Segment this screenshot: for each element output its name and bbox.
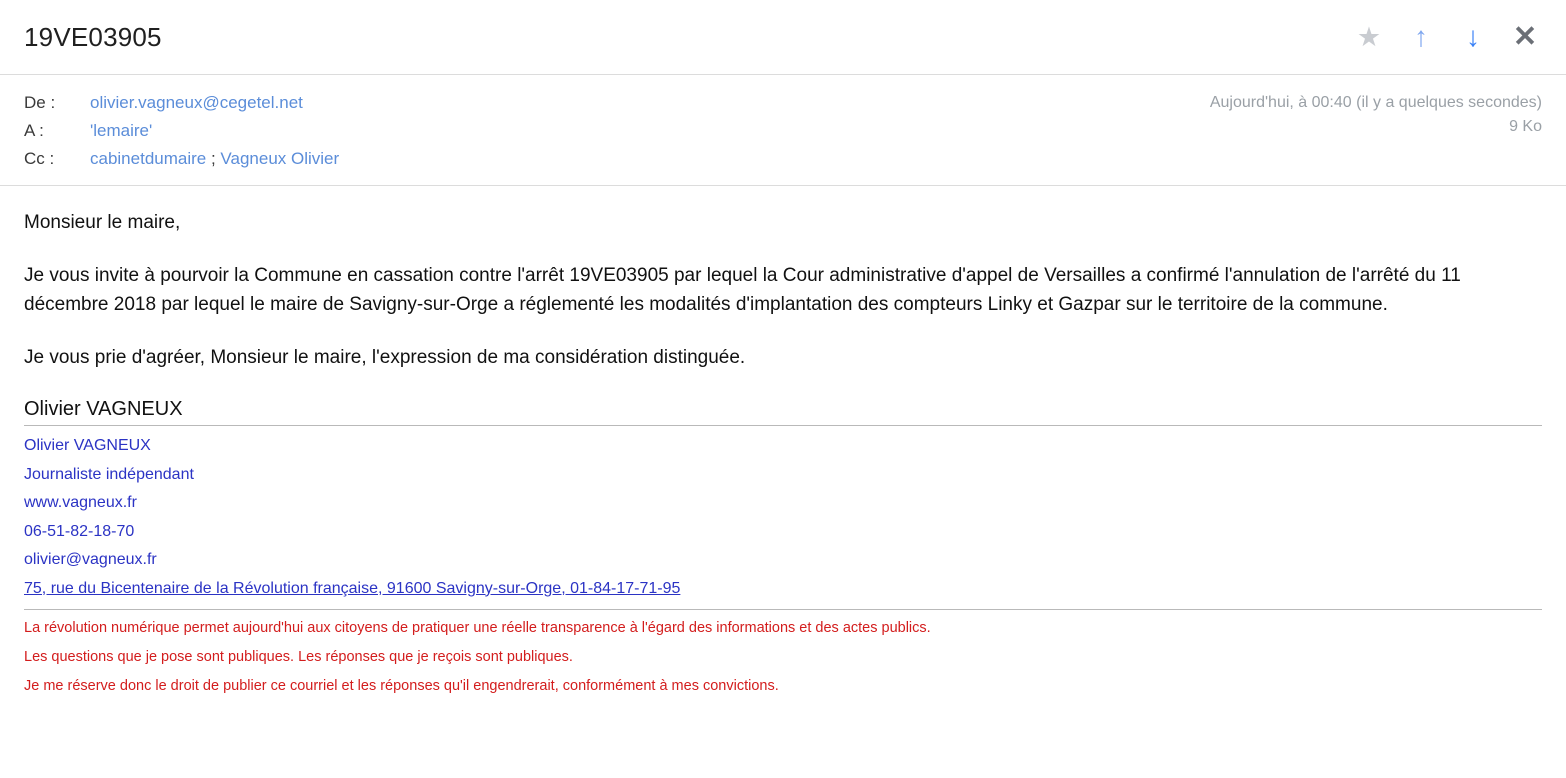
signature-line-name: Olivier VAGNEUX xyxy=(24,437,151,454)
cc-recipient-link-2[interactable]: Vagneux Olivier xyxy=(220,149,340,168)
close-glyph: ✕ xyxy=(1512,20,1538,53)
signature-line-role: Journaliste indépendant xyxy=(24,465,194,483)
header-actions xyxy=(1352,20,1542,54)
cc-recipient-link-1[interactable]: cabinetdumaire xyxy=(90,149,207,168)
star-glyph: ★ xyxy=(1356,21,1382,52)
body-paragraph-2: Je vous prie d'agréer, Monsieur le maire, l'expression de ma considération distinguée. xyxy=(24,347,746,368)
previous-message-arrow-up-icon[interactable] xyxy=(1404,20,1438,54)
from-label: De : xyxy=(24,93,56,112)
body-greeting: Monsieur le maire, xyxy=(24,212,181,233)
to-recipient-link[interactable]: 'lemaire' xyxy=(90,121,153,140)
arrow-down-glyph: ↓ xyxy=(1466,21,1480,52)
signature-line-website[interactable]: www.vagneux.fr xyxy=(24,494,137,511)
from-value xyxy=(90,89,303,117)
disclaimer-line-3: Je me réserve donc le droit de publier ce courriel et les réponses qu'il engendrerait, conformément à mes convictions. xyxy=(24,678,779,694)
message-date: Aujourd'hui, à 00:40 (il y a quelques secondes) xyxy=(1209,94,1542,111)
sign-off-name: Olivier VAGNEUX xyxy=(24,398,183,420)
cc-value xyxy=(90,145,339,173)
cc-separator: ; xyxy=(206,149,221,168)
close-icon[interactable] xyxy=(1508,20,1542,54)
body-paragraph-1: Je vous invite à pourvoir la Commune en cassation contre l'arrêt 19VE03905 par lequel la Cour administrative d'appel de Versailles a confirmé l'annulation de l'arrêté du 11 décembre 2018 par lequel le maire de Savigny-sur-Orge a réglementé les modalités d'implantation des compteurs Linky et Gazpar sur le territoire de la commune. xyxy=(24,265,1461,315)
message-header xyxy=(0,0,1566,75)
address-block xyxy=(0,75,1566,186)
message-size: 9 Ko xyxy=(1509,118,1542,135)
disclaimer-line-2: Les questions que je pose sont publiques. Les réponses que je reçois sont publiques. xyxy=(24,649,573,665)
signature-line-address: 75, rue du Bicentenaire de la Révolution française, 91600 Savigny-sur-Orge, 01-84-17-71-95 xyxy=(24,579,681,597)
signature-divider-bottom xyxy=(24,609,1542,610)
to-value xyxy=(90,117,152,145)
message-body xyxy=(0,186,1566,701)
signature-line-phone: 06-51-82-18-70 xyxy=(24,522,135,540)
star-icon[interactable] xyxy=(1352,20,1386,54)
page-title: 19VE03905 xyxy=(24,21,162,52)
cc-label: Cc : xyxy=(24,149,55,168)
to-label: A : xyxy=(24,121,44,140)
disclaimer-line-1: La révolution numérique permet aujourd'hui aux citoyens de pratiquer une réelle transparence à l'égard des informations et des actes publics. xyxy=(24,620,931,636)
next-message-arrow-down-icon[interactable] xyxy=(1456,20,1490,54)
signature-divider-top xyxy=(24,425,1542,426)
cc-row xyxy=(24,145,1542,173)
arrow-up-glyph: ↑ xyxy=(1414,21,1428,52)
message-meta xyxy=(1210,91,1542,139)
from-address-link[interactable]: olivier.vagneux@cegetel.net xyxy=(90,93,303,112)
signature-line-email[interactable]: olivier@vagneux.fr xyxy=(24,551,157,568)
